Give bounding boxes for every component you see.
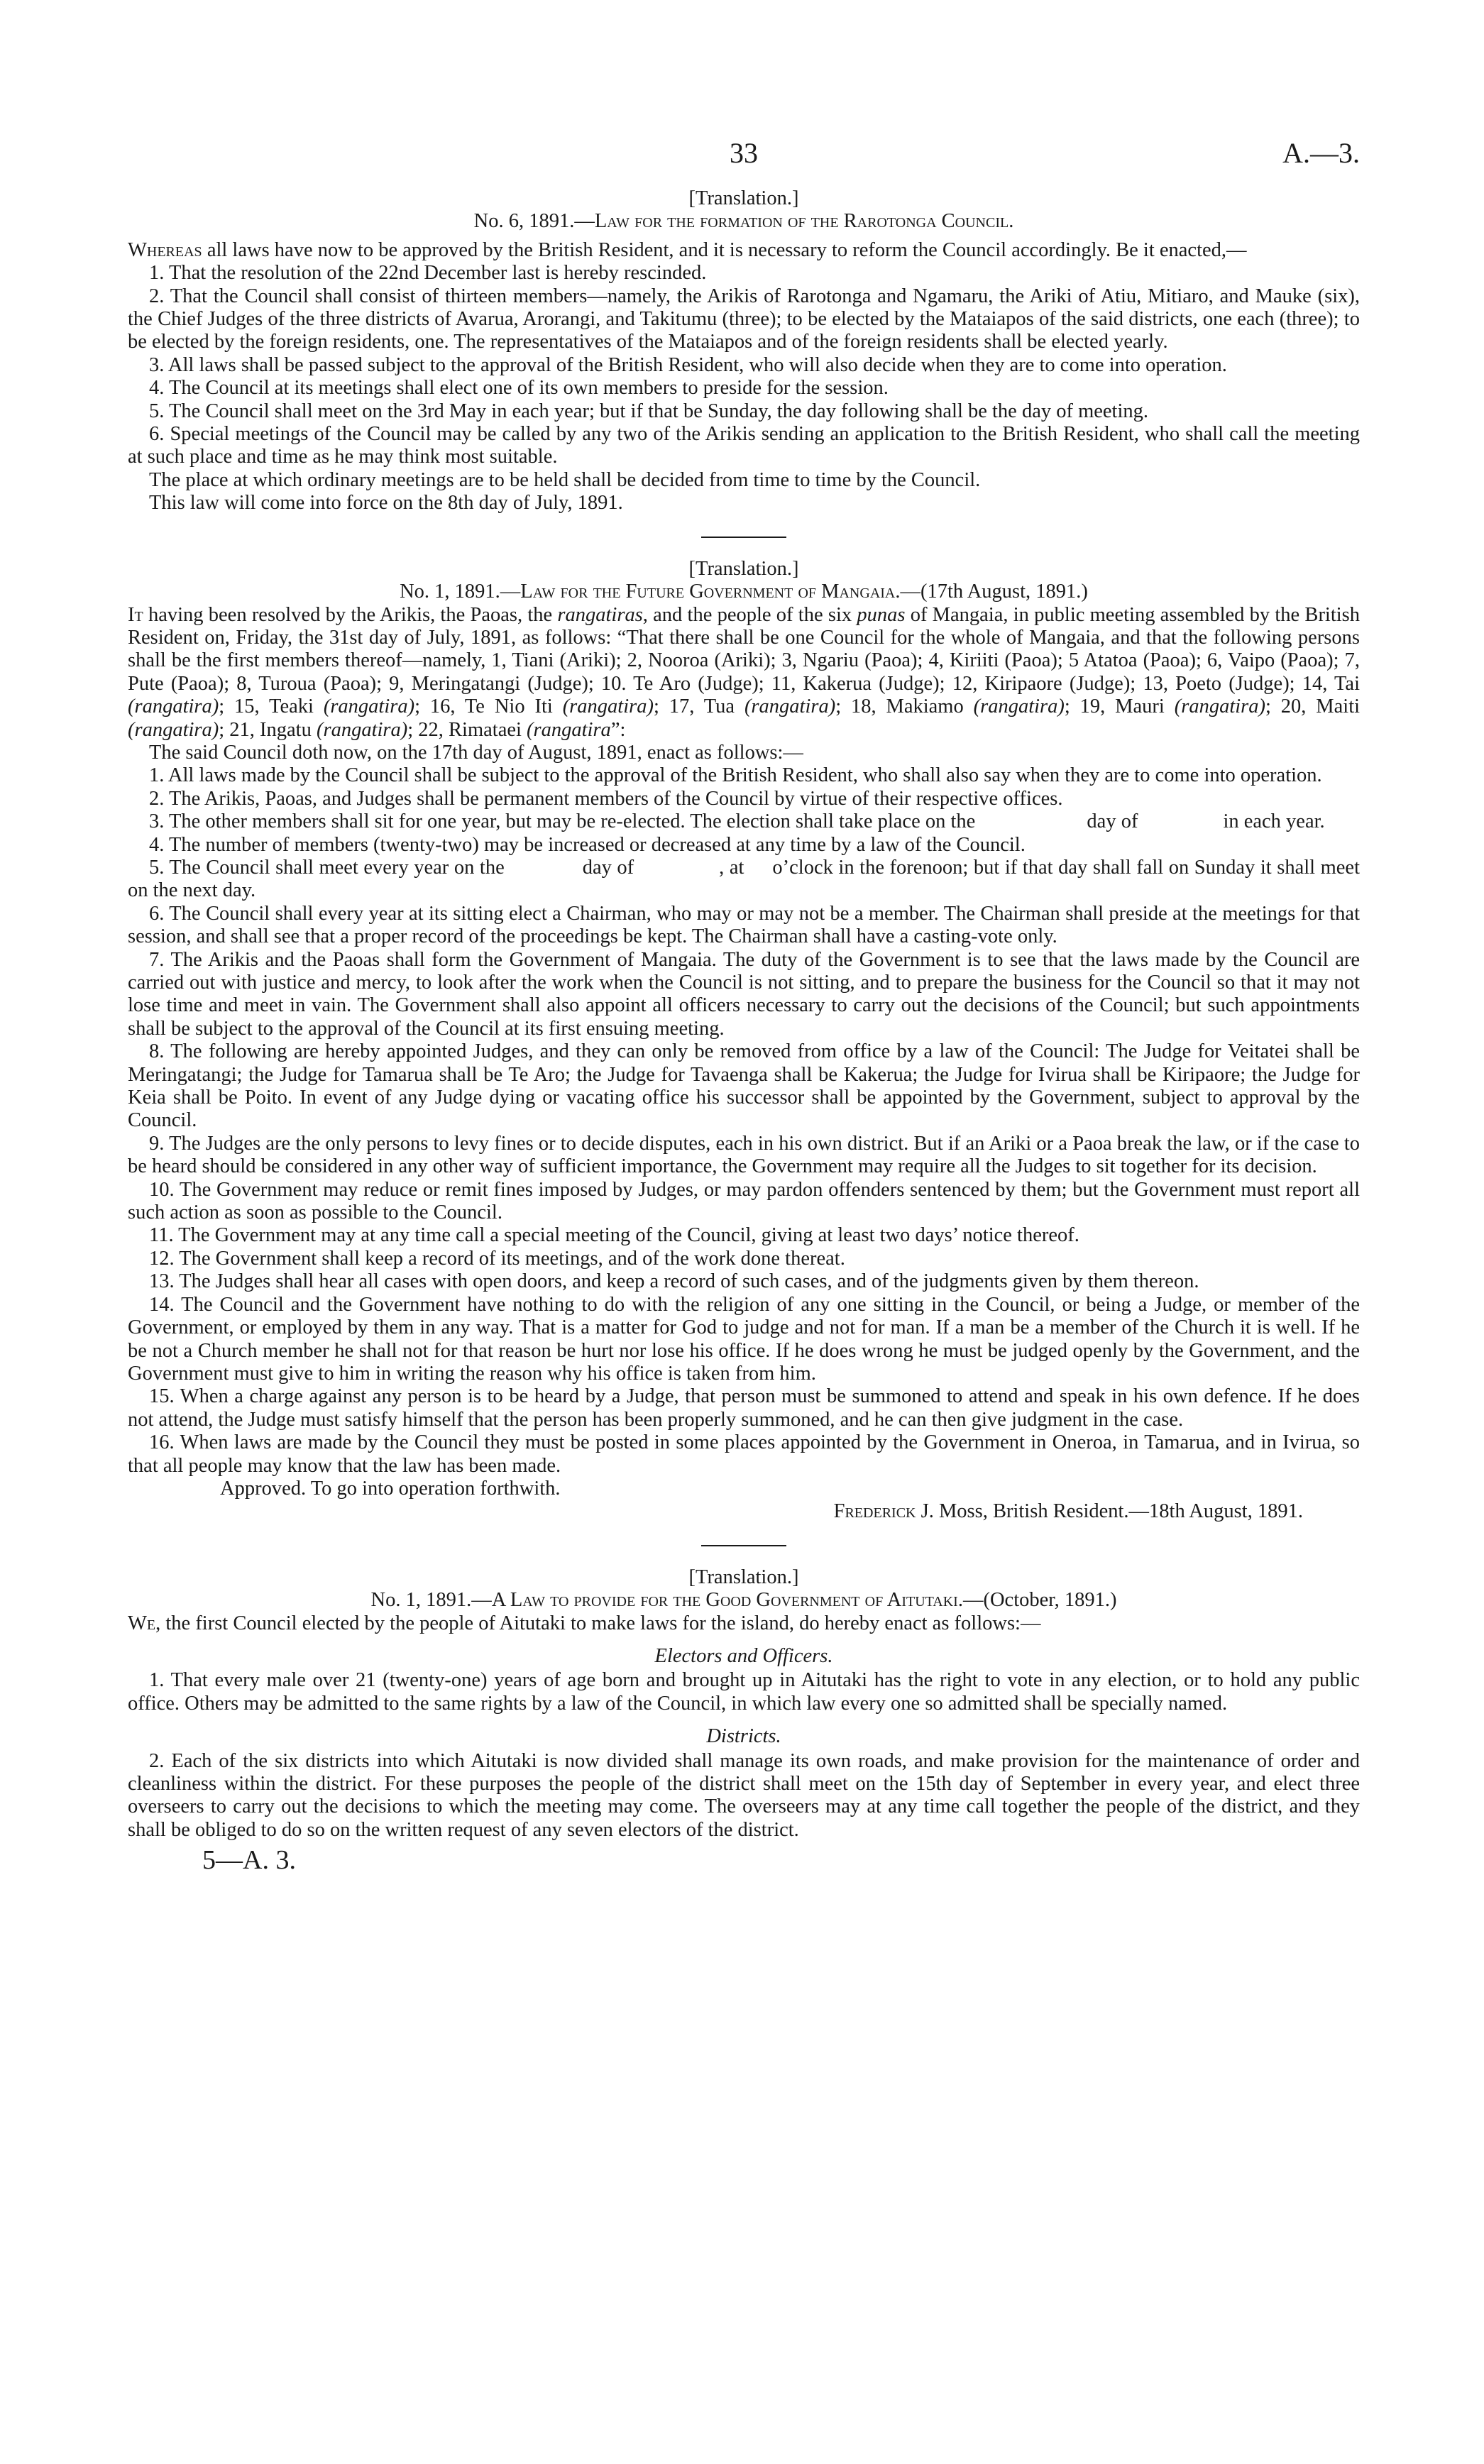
sheet-mark: 5—A. 3. [202,1845,296,1876]
law-title: No. 1, 1891.—Law for the Future Government of Mangaia.—(17th August, 1891.) [400,581,1088,603]
section: 1. All laws made by the Council shall be subject to the approval of the British Resident, who shall also say when they are to come into operation. [149,764,1322,787]
section: 10. The Government may reduce or remit fines imposed by Judges, or may pardon offenders sentenced by them; but the Government must report all such action as soon as possible to the Council. [128,1178,1360,1224]
section: 16. When laws are made by the Council they must be posted in some places appointed by the Government in Oneroa, in Tamarua, and in Ivirua, so that all people may know that the law has been made. [128,1431,1360,1477]
section: 8. The following are hereby appointed Judges, and they can only be removed from office by a law of the Council: The Judge for Veitatei shall be Meringatangi; the Judge for Tamarua shall be Te Aro; the Judge for Tavaenga shall be Kakerua; the Judge for Ivirua shall be Kiripaore; the Judge for Keia shall be Poito. In event of any Judge dying or vacating office his successor shall be appointed by the Government, subject to approval by the Council. [128,1040,1360,1132]
law-title: No. 1, 1891.—A Law to provide for the Good Government of Aitutaki.—(October, 1891.) [370,1589,1117,1612]
aitutaki-law [128,1566,1360,1842]
section: 3. The other members shall sit for one year, but may be re-elected. The election shall take place on the day of in each year. [149,810,1325,833]
clause: 3. All laws shall be passed subject to the approval of the British Resident, who will also decide when they are to come into operation. [149,353,1227,376]
clause: 2. That the Council shall consist of thirteen members—namely, the Arikis of Rarotonga and Ngamaru, the Ariki of Atiu, Mitiaro, and Mauke (six), the Chief Judges of the three districts of Avarua, Arorangi, and Takitumu (three); to be elected by the Mataiapos of the said districts, one each (three); to be elected by the foreign residents, one. The representatives of the Mataiapos and of the foreign residents shall be elected yearly. [128,285,1360,353]
section: 11. The Government may at any time call a special meeting of the Council, giving at least two days’ notice thereof. [149,1224,1079,1247]
signature-line: Frederick J. Moss, British Resident.—18th August, 1891. [833,1500,1303,1523]
section: 5. The Council shall meet every year on the day of , at o’clock in the forenoon; but if that day shall fall on Sunday it shall meet on the next day. [128,856,1360,902]
translation-label: [Translation.] [688,557,799,580]
clause: 5. The Council shall meet on the 3rd May in each year; but if that be Sunday, the day following shall be the day of meeting. [149,400,1149,422]
section: 14. The Council and the Government have nothing to do with the religion of any one sitting in the Council, or being a Judge, or member of the Government, or employed by them in any way. That is a matter for God to judge and not for man. If a man be a member of the Church it is well. If he be not a Church member he shall not for that reason be hurt nor lose his office. If he does wrong he must be judged openly by the Government, and the Government must give to him in writing the reason why his office is taken from him. [128,1293,1360,1385]
section-divider [701,537,786,538]
mangaia-law [128,558,1360,1524]
law-preamble: Whereas all laws have now to be approved by the British Resident, and it is necessary to reform the Council accordingly. Be it enacted,— [128,238,1247,261]
subheading: Districts. [706,1725,781,1748]
section: 4. The number of members (twenty-two) may be increased or decreased at any time by a law of the Council. [149,833,1026,856]
section: 12. The Government shall keep a record of its meetings, and of the work done thereat. [149,1247,845,1270]
section: 15. When a charge against any person is to be heard by a Judge, that person must be summoned to attend and speak in his own defence. If he does not attend, the Judge must satisfy himself that the person has been properly summoned, and he can then give judgment in the case. [128,1385,1360,1431]
section: 13. The Judges shall hear all cases with open doors, and keep a record of such cases, and of the judgments given by them thereon. [149,1270,1199,1293]
clause: 4. The Council at its meetings shall elect one of its own members to preside for the session. [149,377,889,400]
clause: 6. Special meetings of the Council may be called by any two of the Arikis sending an application to the British Resident, who shall call the meeting at such place and time as he may think most suitable. [128,423,1360,468]
translation-label: [Translation.] [688,187,799,209]
rarotonga-law [128,187,1360,515]
section: 9. The Judges are the only persons to levy fines or to decide disputes, each in his own district. But if an Ariki or a Paoa break the law, or if the case to be heard should be considered in any other way of sufficient importance, the Government may require all the Judges to sit together for its decision. [128,1132,1360,1178]
law-preamble: It having been resolved by the Arikis, the Paoas, the rangatiras, and the people of the six punas of Mangaia, in public meeting assembled by the British Resident on, Friday, the 31st day of July, 1891, as follows: “That there shall be one Council for the whole of Mangaia, and that the following persons shall be the first members thereof—namely, 1, Tiani (Ariki); 2, Nooroa (Ariki); 3, Ngariu (Paoa); 4, Kiriiti (Paoa); 5 Atatoa (Paoa); 6, Vaipo (Paoa); 7, Pute (Paoa); 8, Turoua (Paoa); 9, Meringatangi (Judge); 10. Te Aro (Judge); 11, Kakerua (Judge); 12, Kiripaore (Judge); 13, Poeto (Judge); 14, Tai (rangatira); 15, Teaki (rangatira); 16, Te Nio Iti (rangatira); 17, Tua (rangatira); 18, Makiamo (rangatira); 19, Mauri (rangatira); 20, Maiti (rangatira); 21, Ingatu (rangatira); 22, Rimataei (rangatira”: [128,603,1361,741]
document-reference: A.—3. [1282,137,1360,169]
clause: 1. That every male over 21 (twenty-one) years of age born and brought up in Aitutaki has the right to vote in any election, or to hold any public office. Others may be admitted to the same rights by a law of the Council, in which law every one so admitted shall be specially named. [128,1669,1360,1715]
approval-note: Approved. To go into operation forthwith. [220,1477,561,1500]
section-divider [701,1545,786,1546]
document-page [128,137,1361,1876]
enacting-clause: The said Council doth now, on the 17th day of August, 1891, enact as follows:— [149,741,803,764]
section: 6. The Council shall every year at its sitting elect a Chairman, who may or may not be a member. The Chairman shall preside at the meetings for that session, and shall see that a proper record of the proceedings be kept. The Chairman shall have a casting-vote only. [128,902,1360,948]
section: 7. The Arikis and the Paoas shall form the Government of Mangaia. The duty of the Government is to see that the laws made by the Council are carried out with justice and mercy, to look after the work when the Council is not sitting, and to prepare the business for the Council so that it may not lose time and meet in vain. The Government shall also appoint all officers necessary to carry out the decisions of the Council; but such appointments shall be subject to the approval of the Council at its first ensuing meeting. [128,948,1360,1040]
clause: 1. That the resolution of the 22nd December last is hereby rescinded. [149,262,707,285]
page-header [128,137,1360,183]
clause: 2. Each of the six districts into which Aitutaki is now divided shall manage its own roads, and make provision for the maintenance of order and cleanliness within the district. For these purposes the people of the district shall meet on the 15th day of September in every year, and elect three overseers to carry out the decisions to which the meeting may come. The overseers may at any time call together the people of the district, and they shall be obliged to do so on the written request of any seven electors of the district. [128,1749,1360,1841]
law-preamble: We, the first Council elected by the people of Aitutaki to make laws for the island, do hereby enact as follows:— [128,1612,1041,1634]
subheading: Electors and Officers. [654,1644,833,1667]
clause: The place at which ordinary meetings are to be held shall be decided from time to time by the Council. [149,468,981,491]
clause: This law will come into force on the 8th day of July, 1891. [149,492,623,515]
section: 2. The Arikis, Paoas, and Judges shall be permanent members of the Council by virtue of their respective offices. [149,787,1063,810]
law-title: No. 6, 1891.—Law for the formation of the Rarotonga Council. [473,210,1014,233]
page-number: 33 [730,137,758,169]
translation-label: [Translation.] [688,1566,799,1588]
